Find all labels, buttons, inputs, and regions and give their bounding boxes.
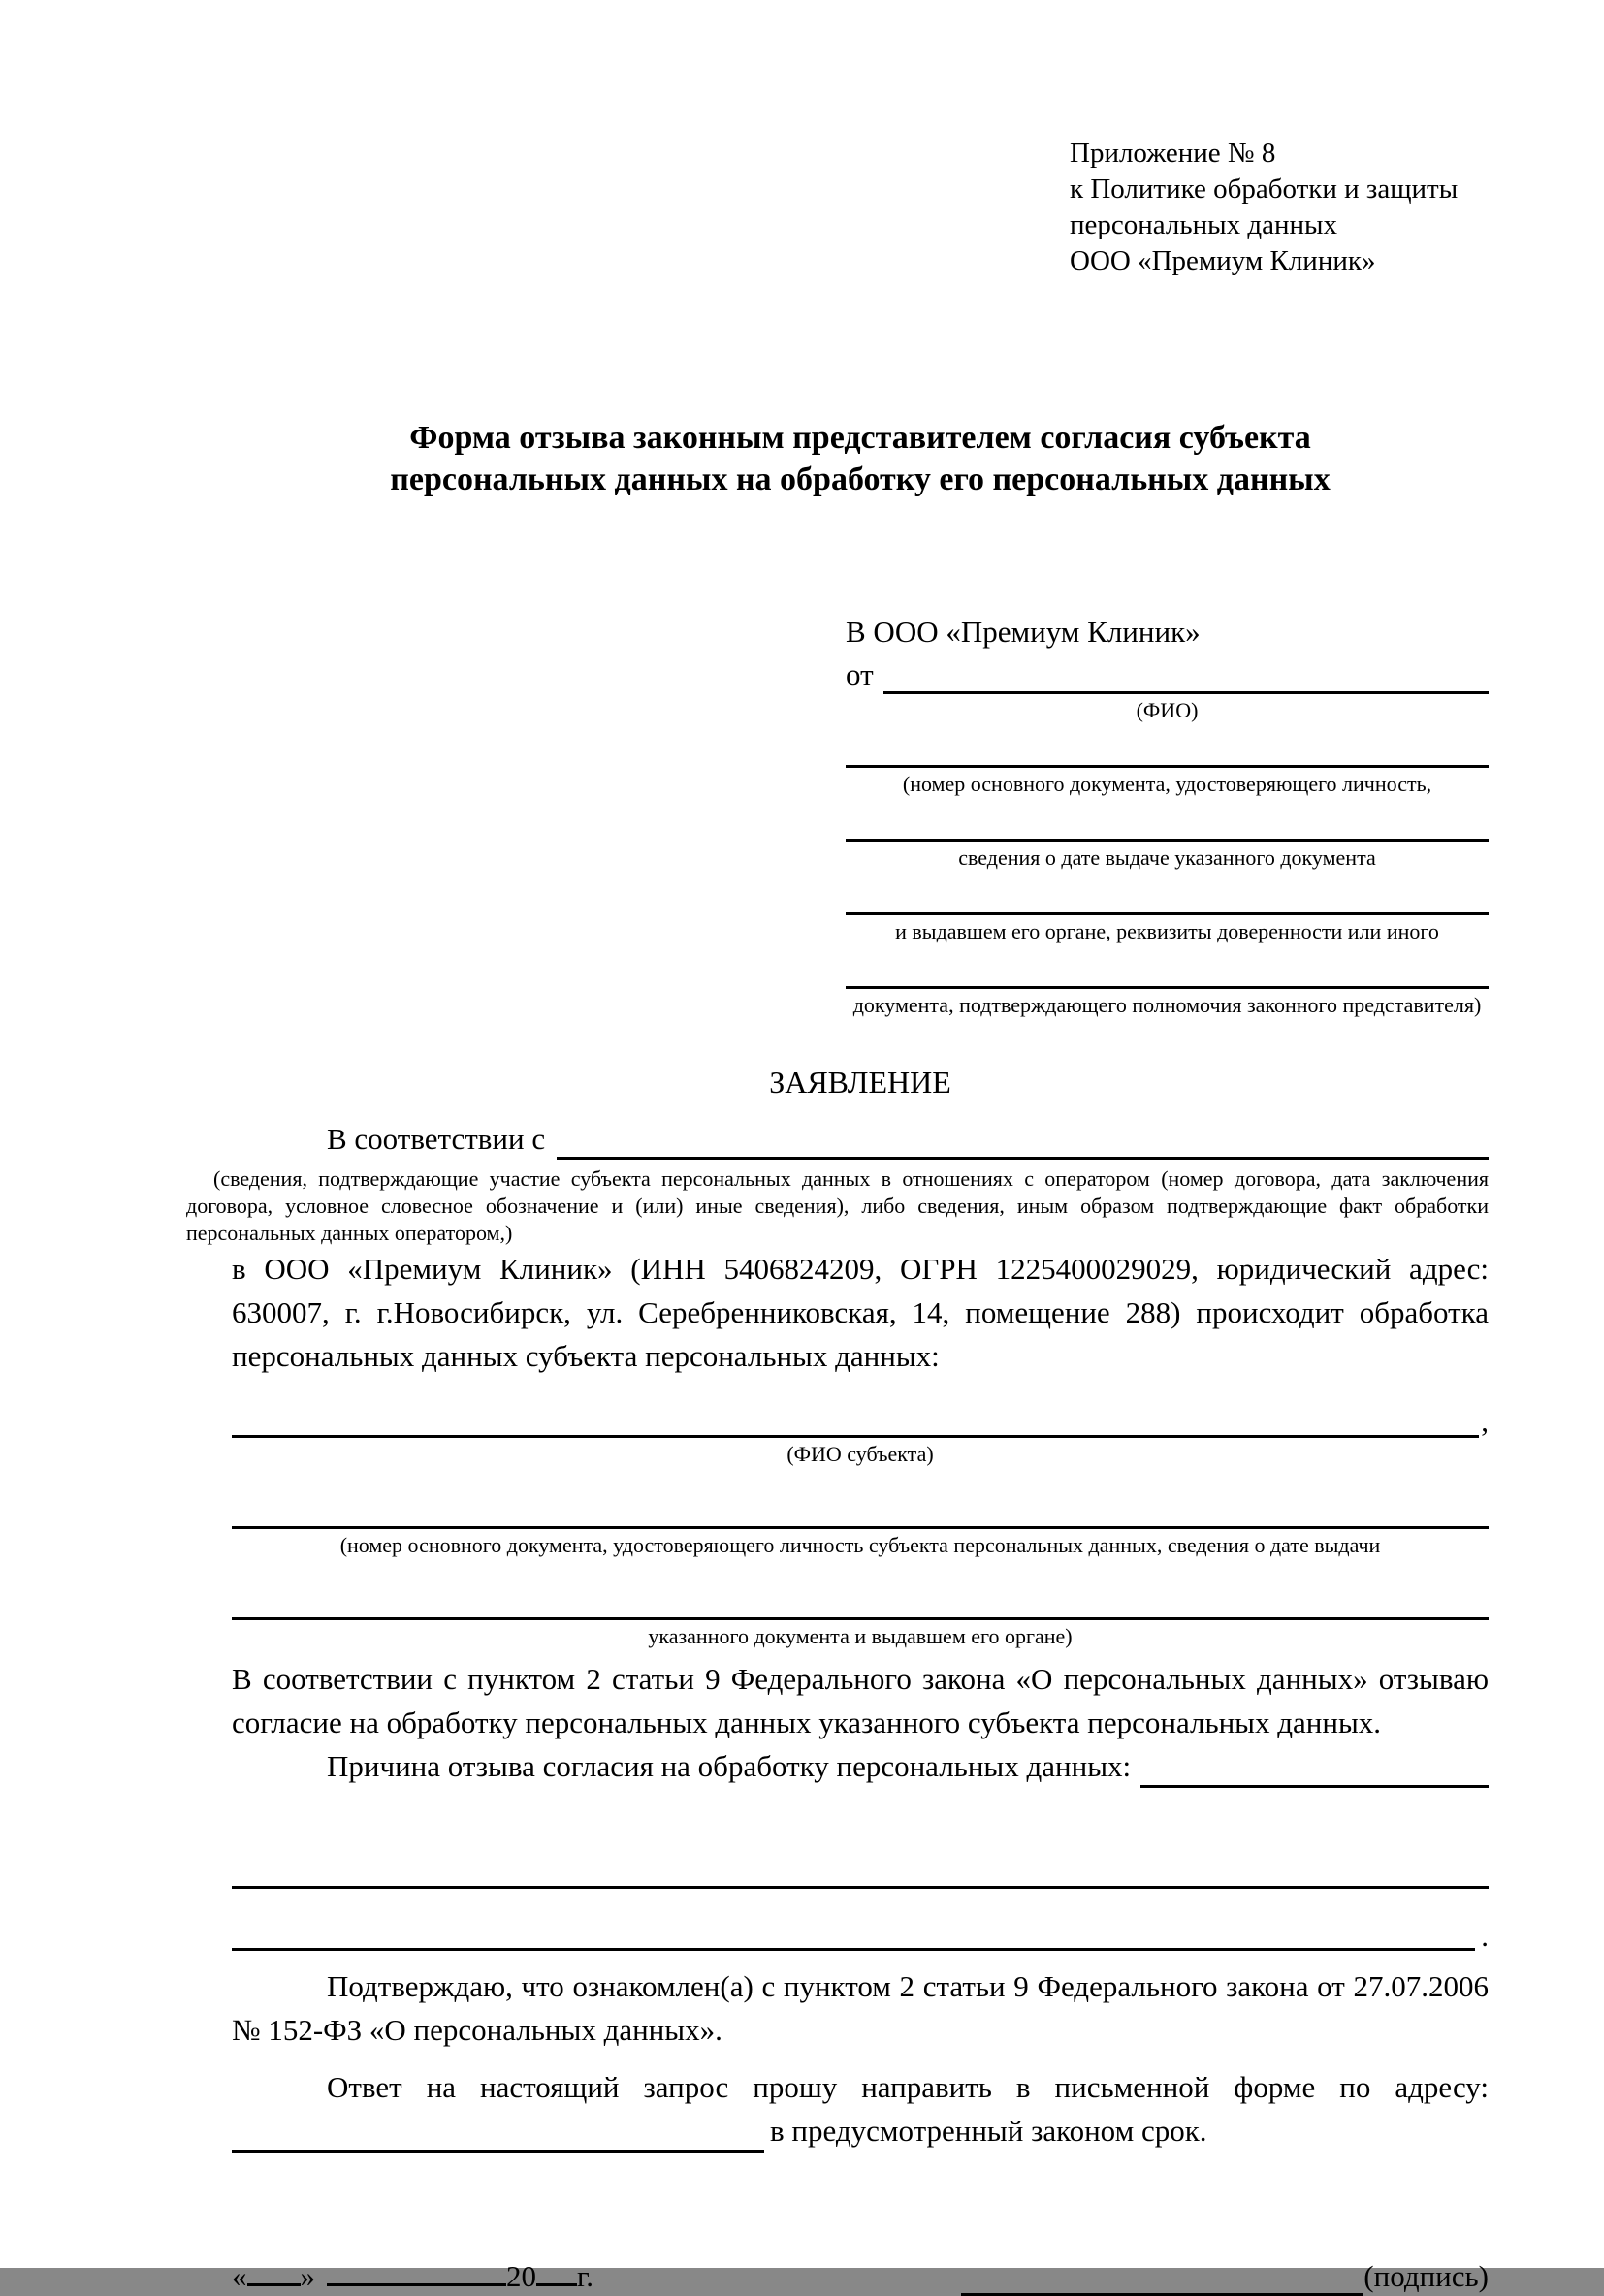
caption-subject-doc-1: (номер основного документа, удостоверяющего личность субъекта персональных данных, сведения о дате выдачи xyxy=(339,1533,1381,1557)
subject-doc-row-2 xyxy=(232,1587,1489,1620)
blank-line-period: . xyxy=(1481,1919,1489,1953)
reason-row xyxy=(232,1744,1489,1788)
subject-doc-blank-line xyxy=(232,1587,1489,1620)
intro-caption: (сведения, подтверждающие участие субъекта персональных данных в отношениях с оператором (номер договора, дата заключения договора, условное словесное обозначение и (или) иные сведения), либо сведения, иным образом подтверждающие факт обработки персональных данных оператором,) xyxy=(186,1166,1489,1245)
signature-group xyxy=(961,2257,1489,2296)
intro-blank-line xyxy=(557,1127,1489,1160)
doc-blank-line xyxy=(846,871,1489,915)
caption-fio: (ФИО) xyxy=(1136,698,1199,722)
fio-blank-line xyxy=(883,661,1489,694)
doc-blank-line xyxy=(846,797,1489,842)
subject-fio-blank-line xyxy=(232,1405,1479,1438)
operator-paragraph: в ООО «Премиум Клиник» (ИНН 5406824209, ОГРН 1225400029029, юридический адрес: 630007, г. г.Новосибирск, ул. Серебренниковская, 14, помещение 288) происходит обработка персональных данных субъекта персональных данных: xyxy=(232,1252,1489,1373)
reason-blank-line-full xyxy=(232,1842,1489,1889)
caption-doc-2: сведения о дате выдаче указанного документа xyxy=(958,845,1376,870)
caption-doc-3: и выдавшем его органе, реквизиты доверенности или иного xyxy=(895,919,1439,943)
address-blank-line xyxy=(232,2120,764,2152)
reason-blank-row-2 xyxy=(232,1918,1489,1951)
date-day-blank xyxy=(247,2257,301,2286)
doc-blank-line xyxy=(846,723,1489,768)
reply-address-row xyxy=(232,2109,1489,2152)
subject-doc-row-1 xyxy=(232,1496,1489,1529)
appendix-line: Приложение № 8 xyxy=(1070,138,1276,169)
date-group xyxy=(232,2257,593,2296)
reason-blank-line-2 xyxy=(232,1918,1475,1951)
confirm-paragraph: Подтверждаю, что ознакомлен(а) с пунктом 2 статьи 9 Федерального закона от 27.07.2006 № 152-ФЗ «О персональных данных». xyxy=(232,1969,1489,2047)
subject-fio-row xyxy=(232,1405,1489,1438)
statement-intro-row xyxy=(232,1119,1489,1160)
appendix-line: к Политике обработки и защиты xyxy=(1070,174,1459,205)
from-row xyxy=(846,655,1489,694)
recipient-to: В ООО «Премиум Клиник» xyxy=(846,615,1201,649)
reply-suffix: в предусмотренный законом срок. xyxy=(770,2114,1207,2148)
from-label: от xyxy=(846,657,874,691)
withdraw-paragraph: В соответствии с пунктом 2 статьи 9 Федерального закона «О персональных данных» отзываю согласие на обработку персональных данных указанного субъекта персональных данных. xyxy=(232,1662,1489,1739)
reason-label: Причина отзыва согласия на обработку персональных данных: xyxy=(327,1749,1132,1783)
signature-blank-line xyxy=(961,2263,1363,2296)
reason-blank-line xyxy=(1140,1755,1489,1788)
date-year-prefix: 20 xyxy=(506,2259,536,2293)
date-quote-close: » xyxy=(300,2259,315,2293)
doc-blank-line xyxy=(846,944,1489,989)
intro-prefix: В соответствии с xyxy=(327,1122,546,1156)
spacer xyxy=(232,1788,1489,1842)
subject-line-comma: , xyxy=(1481,1404,1489,1438)
appendix-block xyxy=(1070,136,1489,279)
signature-caption: (подпись) xyxy=(1363,2259,1489,2293)
document-content xyxy=(186,0,1489,2296)
date-year-suffix: г. xyxy=(577,2259,593,2293)
caption-subject-doc-2: указанного документа и выдавшем его органе) xyxy=(648,1624,1073,1648)
date-year-blank xyxy=(536,2257,577,2286)
caption-doc-4: документа, подтверждающего полномочия законного представителя) xyxy=(852,993,1482,1017)
appendix-line: персональных данных xyxy=(1070,209,1338,240)
caption-doc-1: (номер основного документа, удостоверяющего личность, xyxy=(902,772,1432,796)
statement-heading: ЗАЯВЛЕНИЕ xyxy=(769,1065,951,1100)
date-quote-open: « xyxy=(232,2259,247,2293)
form-title: Форма отзыва законным представителем согласия субъекта персональных данных на обработку его персональных данных xyxy=(390,420,1331,497)
caption-subject-fio: (ФИО субъекта) xyxy=(786,1442,934,1466)
subject-doc-blank-line xyxy=(232,1496,1489,1529)
date-month-blank xyxy=(327,2257,506,2286)
recipient-block xyxy=(846,613,1489,1018)
appendix-line: ООО «Премиум Клиник» xyxy=(1070,245,1376,276)
reply-prefix: Ответ на настоящий запрос прошу направить в письменной форме по адресу: xyxy=(327,2070,1489,2104)
footer-row xyxy=(232,2257,1489,2296)
